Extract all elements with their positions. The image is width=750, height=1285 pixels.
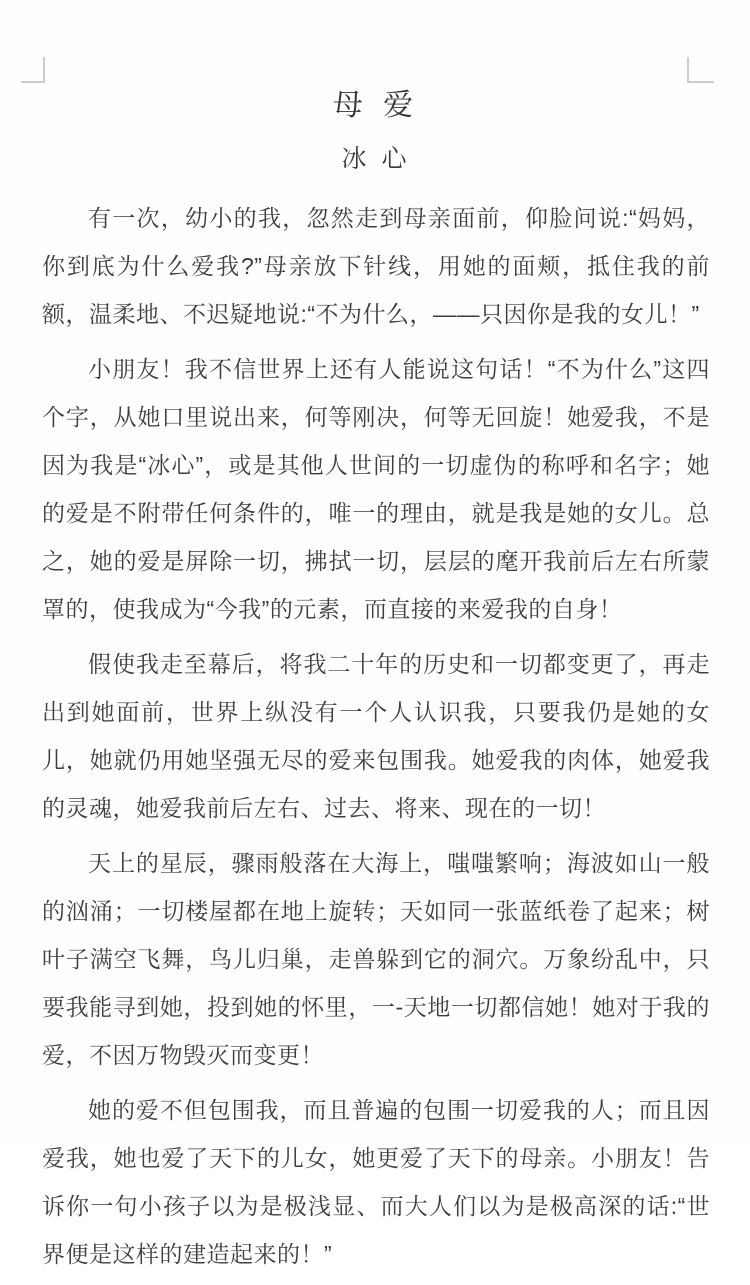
- article-title: 母 爱: [332, 89, 420, 122]
- paragraph-4: 天上的星辰，骤雨般落在大海上，嗤嗤繁响；海波如山一般的汹涌；一切楼屋都在地上旋转；天如同一张蓝纸卷了起来；树叶子满空飞舞，鸟儿归巢，走兽躲到它的洞穴。万象纷乱中，只要我能寻到她，投到她的怀里，一-天地一切都信她！她对于我的爱，不因万物毁灭而变更！: [42, 850, 710, 1068]
- paragraph-3: 假使我走至幕后，将我二十年的历史和一切都变更了，再走出到她面前，世界上纵没有一个人认识我，只要我仍是她的女儿，她就仍用她坚强无尽的爱来包围我。她爱我的肉体，她爱我的灵魂，她爱我前后左右、过去、将来、现在的一切！: [42, 651, 710, 821]
- article-body: [42, 194, 710, 1278]
- article-author: 冰 心: [341, 145, 411, 173]
- paragraph-5: 她的爱不但包围我，而且普遍的包围一切爱我的人；而且因爱我，她也爱了天下的儿女，她更爱了天下的母亲。小朋友！告诉你一句小孩子以为是极浅显、而大人们以为是极高深的话:“世界便是这样的建造起来的！”: [42, 1097, 710, 1267]
- document-content: [42, 0, 710, 1285]
- paragraph-1: 有一次，幼小的我，忽然走到母亲面前，仰脸问说:“妈妈，你到底为什么爱我?”母亲放下针线，用她的面颊，抵住我的前额，温柔地、不迟疑地说:“不为什么，——只因你是我的女儿！”: [42, 205, 710, 327]
- paragraph-2: 小朋友！我不信世界上还有人能说这句话！“不为什么”这四个字，从她口里说出来，何等刚决，何等无回旋！她爱我，不是因为我是“冰心”，或是其他人世间的一切虚伪的称呼和名字；她的爱是不附带任何条件的，唯一的理由，就是我是她的女儿。总之，她的爱是屏除一切，拂拭一切，层层的麾开我前后左右所蒙罩的，使我成为“今我”的元素，而直接的来爱我的自身！: [42, 356, 710, 622]
